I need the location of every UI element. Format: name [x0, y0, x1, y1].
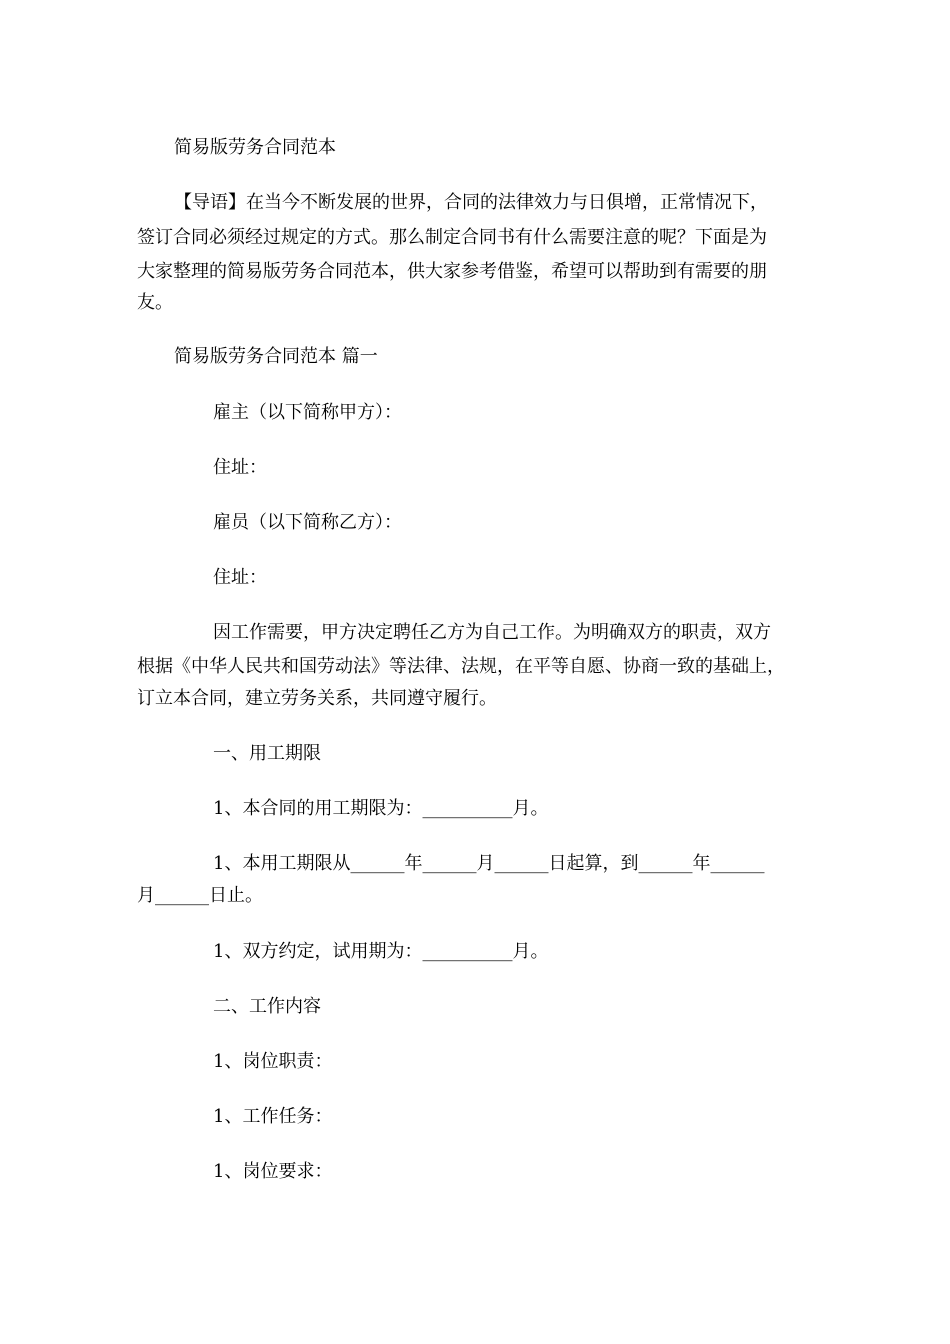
employee-address-line: 住址： [213, 567, 267, 588]
duty-item-2: 1、工作任务： [213, 1106, 333, 1127]
employer-line: 雇主（以下简称甲方）： [213, 402, 402, 423]
term-clause-3: 1、双方约定，试用期为：__________月。 [213, 941, 549, 962]
intro-line-3: 大家整理的简易版劳务合同范本，供大家参考借鉴，希望可以帮助到有需要的朋 [137, 261, 767, 282]
preamble-line-2: 根据《中华人民共和国劳动法》等法律、法规，在平等自愿、协商一致的基础上， [137, 656, 785, 677]
section-title: 简易版劳务合同范本 篇一 [174, 346, 378, 367]
term-clause-2-line-2: 月______日止。 [137, 885, 263, 906]
employee-line: 雇员（以下简称乙方）： [213, 512, 402, 533]
term-clause-2-line-1: 1、本用工期限从______年______月______日起算，到______年______ [213, 853, 765, 874]
intro-line-4: 友。 [137, 292, 173, 313]
duty-item-1: 1、岗位职责： [213, 1051, 333, 1072]
duty-item-3: 1、岗位要求： [213, 1161, 333, 1182]
term-clause-1: 1、本合同的用工期限为：__________月。 [213, 798, 549, 819]
intro-line-1: 【导语】在当今不断发展的世界，合同的法律效力与日俱增，正常情况下， [174, 192, 768, 213]
heading-employment-term: 一、用工期限 [213, 743, 321, 764]
heading-work-content: 二、工作内容 [213, 996, 321, 1017]
intro-line-2: 签订合同必须经过规定的方式。那么制定合同书有什么需要注意的呢？下面是为 [137, 227, 767, 248]
employer-address-line: 住址： [213, 457, 267, 478]
preamble-line-1: 因工作需要，甲方决定聘任乙方为自己工作。为明确双方的职责，双方 [213, 622, 771, 643]
preamble-line-3: 订立本合同，建立劳务关系，共同遵守履行。 [137, 688, 497, 709]
document-title: 简易版劳务合同范本 [174, 137, 336, 158]
